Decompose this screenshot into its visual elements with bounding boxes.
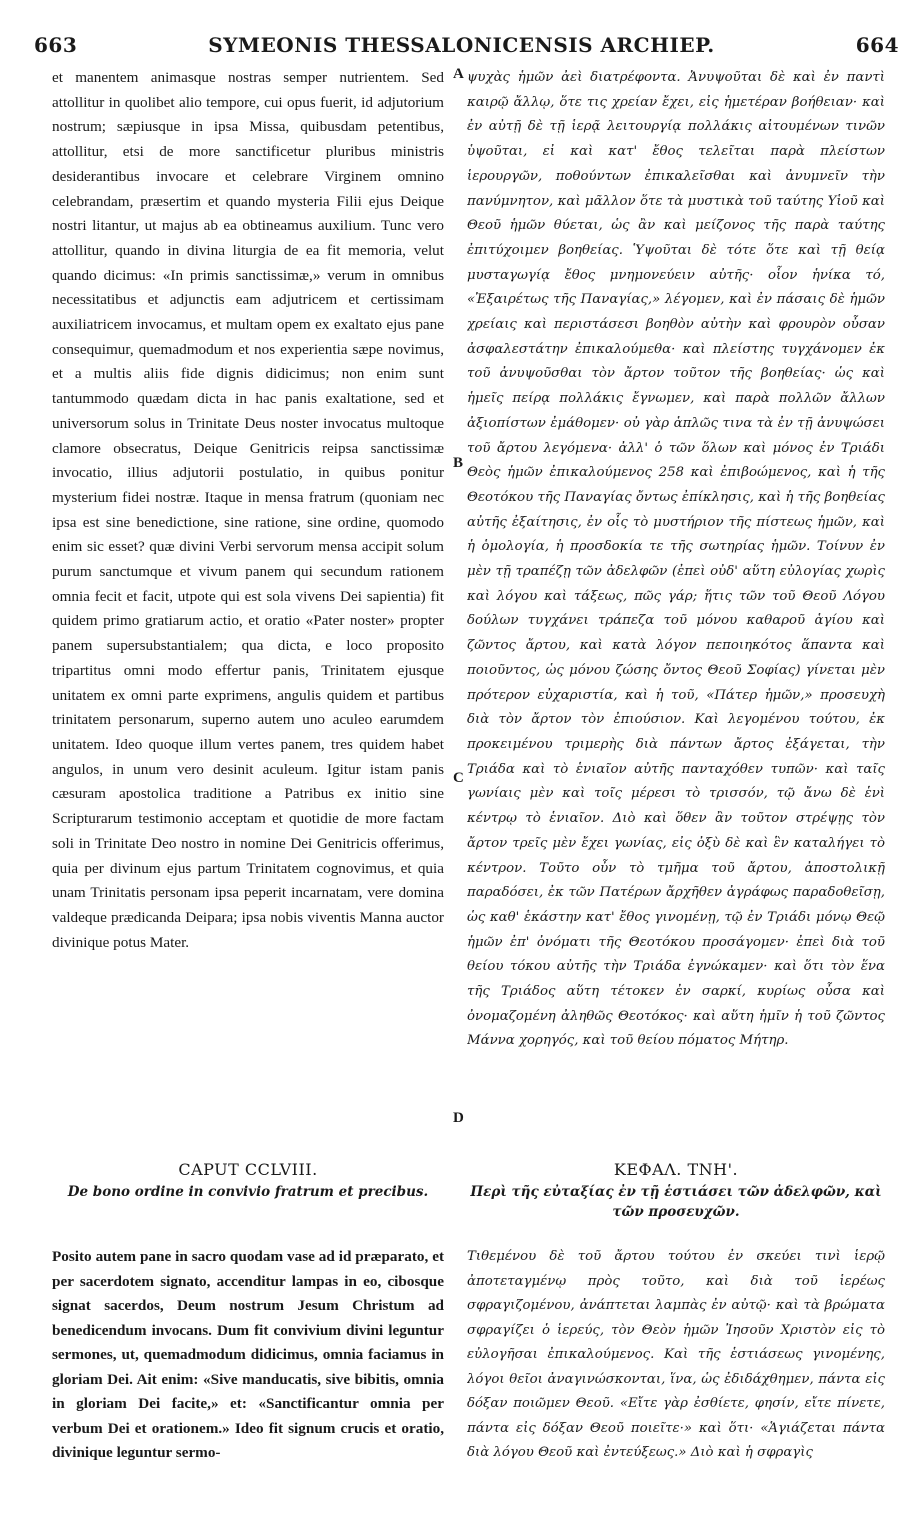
greek-column-bottom bbox=[467, 1245, 885, 1535]
latin-chapter-subtitle: De bono ordine in convivio fratrum et precibus. bbox=[67, 1184, 429, 1200]
latin-body-text: et manentem animasque nostras semper nutrientem. Sed attollitur in quolibet alio tempore, cui opus fuerit, id adjutorium nostrum; sæpiusque in ipsa Missa, quibusdam petentibus, attollitur, etsi de more sanctificetur pluribus ministris desiderantibus invocare et celebrare Virginem omnino celebrandam, præsertim et quando mysteria Filii ejus Deique nostri litantur, ut majus ab ea obtineamus auxilium. Tunc vero attollitur, quando in divina liturgia de ea fit memoria, velut quando dicimus: «In primis sanctissimæ,» verum in omnibus necessitatibus et adjunctis eam adjutricem et certissimam auxiliatricem invocamus, et multam opem ex exaltato ejus pane consequimur, quemadmodum et nos experientia sæpe novimus, et a multis aliis fide dignis didicimus; non enim sunt tantummodo quædam dicta in hac panis exaltatione, sed et universorum solus in Trinitate Deus noster invocatus multoque clamore obsecratus, Deique Genitricis reipsa sanctissimæ invocatio, illius adjutorii postulatio, in quibus ponitur mysterium fidei nostræ. Itaque in mensa fratrum (quoniam nec ipsa est sine benedictione, sine ratione, sine ordine, quomodo enim sic esset? quæ divini Verbi servorum mensa accipit solum purum sanctumque et vivum panem qui secundum rationem omnia fecit et facit, utpote qui est sola vivens Dei sapientia) fit quidem primo gratiarum actio, et oratio «Pater noster» propter panem supersubstantialem; qua dicta, e loco proposito tripartitus omni modo effertur panis, Trinitatem ejusque unitatem ex omni parte exprimens, angulis quidem et partibus trinitatem personarum, superno autem uno aculeo earumdem unitatem. Ideo quoque illum vertes panem, tres quidem habet angulos, in unum vero desinit aculeum. Igitur istam panis cæsuram apostolica traditione a Patribus ex initio sine Scripturarum testimonio acceptam et quotidie de more factam soli in Trinitate Deo nostro in nomine Dei Genitricis offerimus, quia per divinum ejus partum Trinitatem cognovimus, et quia unam Trinitatis personam ipsa peperit incarnatam, vere domina valdeque prædicanda Deipara; ipsa nobis viventis Manna auctor divinique potus Mater. bbox=[52, 69, 444, 951]
page-number-right: 664 bbox=[855, 33, 899, 57]
greek-chapter-heading bbox=[467, 1158, 885, 1222]
greek-column-top bbox=[467, 66, 885, 1131]
greek-chapter-subtitle: Περὶ τῆς εὐταξίας ἐν τῇ ἑστιάσει τῶν ἀδελφῶν, καὶ τῶν προσευχῶν. bbox=[470, 1184, 882, 1220]
margin-marker-d: D bbox=[453, 1110, 464, 1126]
greek-chapter-text: Τιθεμένου δὲ τοῦ ἄρτου τούτου ἐν σκεύει τινὶ ἱερῷ ἀποτεταγμένῳ πρὸς τοῦτο, καὶ διὰ τοῦ ἱερέως σφραγιζομένου, ἀνάπτεται λαμπὰς ἐν αὐτῷ· καὶ τὰ βρώματα σφραγίζει ὁ ἱερεύς, τὸν Θεὸν ἡμῶν Ἰησοῦν Χριστὸν εἰς τὸ εὐλογῆσαι ἐπικαλούμενος. Καὶ τῆς ἑστιάσεως γινομένης, λόγοι θεῖοι ἀναγινώσκονται, ἵνα, ὡς ἐδιδάχθημεν, πάντα εἰς δόξαν ποιῶμεν Θεοῦ. «Εἴτε γὰρ ἐσθίετε, φησίν, εἴτε πίνετε, πάντα εἰς δόξαν Θεοῦ ποιεῖτε·» καὶ ὅτι· «Ἁγιάζεται πάντα διὰ λόγου Θεοῦ καὶ ἐντεύξεως.» Διὸ καὶ ἡ σφραγὶς bbox=[467, 1249, 885, 1460]
running-header: SYMEONIS THESSALONICENSIS ARCHIEP. bbox=[208, 33, 715, 57]
latin-chapter-text: Posito autem pane in sacro quodam vase ad id præparato, et per sacerdotem signato, accenditur lampas in eo, cibosque signat sacerdos, Deum nostrum Jesum Christum ad benedicendum invocans. Dum fit convivium divini leguntur sermones, ut, quemadmodum didicimus, omnia faciamus in gloriam Dei. Ait enim: «Sive manducatis, sive bibitis, omnia in gloriam Dei facite,» et: «Sanctificantur omnia per verbum Dei et orationem.» Ideo fit signum crucis et oratio, divinique leguntur sermo- bbox=[52, 1248, 444, 1461]
page-number-left: 663 bbox=[34, 33, 78, 57]
greek-chapter-title: ΚΕΦΑΛ. ΤΝΗ'. bbox=[613, 1160, 739, 1179]
margin-marker-b: B bbox=[453, 455, 464, 471]
margin-marker-a: A bbox=[453, 66, 464, 82]
latin-column-top bbox=[52, 66, 444, 1131]
latin-chapter-heading bbox=[52, 1158, 444, 1202]
latin-chapter-title: CAPUT CCLVIII. bbox=[178, 1160, 318, 1179]
latin-column-bottom bbox=[52, 1245, 444, 1535]
greek-body-text: ψυχὰς ἡμῶν ἀεὶ διατρέφοντα. Ἀνυψοῦται δὲ καὶ ἐν παντὶ καιρῷ ἄλλῳ, ὅτε τις χρείαν ἔχει, εἰς ἡμετέραν βοήθειαν· καὶ ἐν αὐτῇ δὲ τῇ ἱερᾷ λειτουργίᾳ πολλάκις αἰτουμένων τινῶν ὑψοῦται, εἰ καὶ κατ' ἔθος τελεῖται παρὰ πλείστων ἱερουργῶν, ποθούντων ἐπικαλεῖσθαι καὶ ἀνυμνεῖν τὴν πανύμνητον, καὶ μᾶλλον ὅτε τὰ μυστικὰ τοῦ ταύτης Υἱοῦ καὶ Θεοῦ ἡμῶν θύεται, ὡς ἂν καὶ μείζονος τῆς παρὰ ταύτης ἐπιτύχοιμεν βοηθείας. Ὑψοῦται δὲ τότε ὅτε καὶ τῇ θείᾳ μυσταγωγίᾳ ἔθος μνημονεύειν αὐτῆς· οἷον ἡνίκα τό, «Ἐξαιρέτως τῆς Παναγίας,» λέγομεν, καὶ ἐν πάσαις δὲ ἡμῶν χρείαις καὶ περιστάσεσι βοηθὸν αὐτὴν καὶ φρουρὸν οὖσαν ἀσφαλεστάτην ἐπικαλούμεθα· καὶ πλείστης τυγχάνομεν ἐκ τοῦ ἀνυψοῦσθαι τὸν ἄρτον τοῦτον τῆς βοηθείας· ὡς καὶ ἡμεῖς πείρᾳ πολλάκις ἔγνωμεν, καὶ παρὰ πολλῶν ἄλλων ἀξιοπίστων ἐμάθομεν· οὐ γὰρ ἁπλῶς τινα τὰ ἐν τῇ ἀνυψώσει τοῦ ἄρτου λεγόμενα· ἀλλ' ὁ τῶν ὅλων καὶ μόνος ἐν Τριάδι Θεὸς ἡμῶν ἐπικαλούμενος 258 καὶ ἐπιβοώμενος, καὶ ἡ τῆς Θεοτόκου τῆς Παναγίας ὄντως ἐπίκλησις, καὶ ἡ τῆς βοηθείας αὐτῆς ἐξαίτησις, ἐν οἷς τὸ μυστήριον τῆς πίστεως ἡμῶν, καὶ ἡ ὁμολογία, ἡ προσδοκία τε τῆς σωτηρίας ἡμῶν. Τοίνυν ἐν μὲν τῇ τραπέζῃ τῶν ἀδελφῶν (ἐπεὶ οὐδ' αὕτη εὐλογίας χωρὶς καὶ λόγου καὶ τάξεως, πῶς γάρ; ἥτις τῶν τοῦ Θεοῦ Λόγου δούλων τυγχάνει τράπεζα τοῦ μόνου καθαροῦ ἁγίου καὶ ζῶντος ἄρτου, καὶ κατὰ λόγον πεποιηκότος ἅπαντα καὶ ποιοῦντος, ὡς μόνου ζώσης ὄντος Θεοῦ Σοφίας) γίνεται μὲν πρότερον εὐχαριστία, καὶ ἡ τοῦ, «Πάτερ ἡμῶν,» προσευχὴ διὰ τὸν ἄρτον τὸν ἐπιούσιον. Καὶ λεγομένου τούτου, ἐκ προκειμένου τριμερὴς διὰ πάντων ἄρτος ἐξάγεται, τὴν Τριάδα καὶ τὸ ἑνιαῖον αὐτῆς πανταχόθεν τυπῶν· καὶ ταῖς γωνίαις μὲν καὶ τοῖς μέρεσι τὸ τρισσόν, τῷ ἄνω δὲ ἑνὶ κέντρῳ τὸ ἑνιαῖον. Διὸ καὶ ὅθεν ἂν τοῦτον στρέψῃς τὸν ἄρτον τρεῖς μὲν ἔχει γωνίας, εἰς ὀξὺ δὲ καὶ ἓν καταλήγει τὸ κέντρον. Τοῦτο οὖν τὸ τμῆμα τοῦ ἄρτου, ἀποστολικῇ παραδόσει, ἐκ τῶν Πατέρων ἄρχῆθεν ἀγράφως παραδοθεῖσῃ, ὡς καθ' ἑκάστην κατ' ἔθος γινομένῃ, τῷ ἐν Τριάδι μόνῳ Θεῷ ἡμῶν ἐπ' ὀνόματι τῆς Θεοτόκου προσάγομεν· ἐπεὶ διὰ τοῦ θείου τόκου αὐτῆς τὴν Τριάδα ἐγνώκαμεν· καὶ ὅτι τὸν ἕνα τῆς Τριάδος αὕτη τέτοκεν ἐν σαρκί, κυρίως οὖσα καὶ ὀνομαζομένη ἀληθῶς Θεοτόκος· καὶ αὕτη ἡμῖν ἡ τοῦ ζῶντος Μάννα χορηγός, καὶ τοῦ θείου πόματος Μήτηρ. bbox=[467, 70, 885, 1049]
margin-marker-c: C bbox=[453, 770, 464, 786]
